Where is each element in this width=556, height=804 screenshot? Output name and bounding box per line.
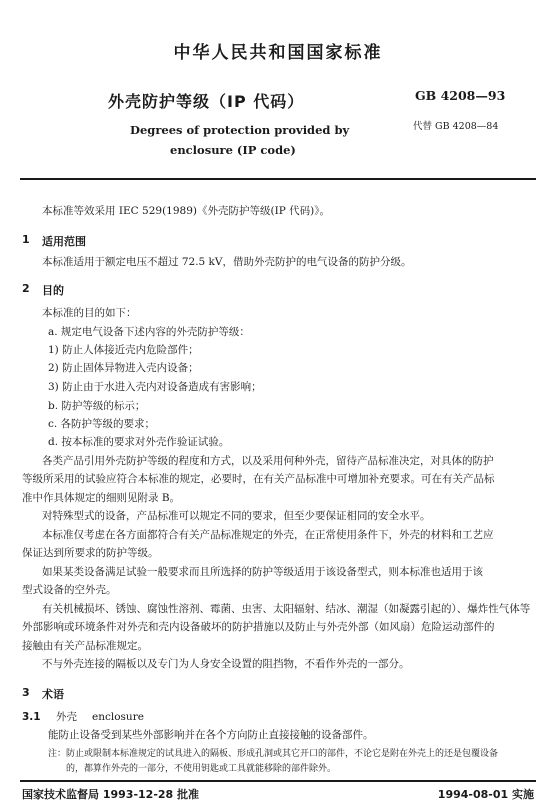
paragraph-line: 型式设备的空外壳。: [22, 584, 117, 596]
list-item: 3) 防止由于水进入壳内对设备造成有害影响；: [48, 381, 262, 393]
footer-rule: [20, 780, 536, 782]
standard-body-heading: 中华人民共和国国家标准: [173, 43, 383, 63]
section-1-title: 适用范围: [42, 235, 86, 248]
document-title-zh: 外壳防护等级（IP 代码）: [108, 92, 305, 111]
document-title-en-line2: enclosure (IP code): [170, 143, 296, 157]
term-zh: 外壳: [56, 711, 77, 723]
paragraph-line: 接触由有关产品标准规定。: [22, 640, 148, 652]
section-3-title: 术语: [42, 688, 64, 701]
term-number: 3.1: [22, 711, 41, 723]
list-item: b. 防护等级的标示；: [48, 400, 146, 412]
note-line-2: 的，都算作外壳的一部分，不使用钥匙或工具就能移除的部件除外。: [66, 764, 337, 774]
effective-date: 1994-08-01 实施: [437, 788, 534, 801]
term-en: enclosure: [92, 711, 144, 723]
paragraph-line: 各类产品引用外壳防护等级的程度和方式，以及采用何种外壳，留待产品标准决定，对具体的防护: [42, 455, 494, 467]
list-item: c. 各防护等级的要求；: [48, 418, 156, 430]
paragraph-line: 有关机械损坏、锈蚀、腐蚀性溶剂、霉菌、虫害、太阳辐射、结冰、潮湿（如凝露引起的）、爆炸性气体等: [42, 603, 531, 615]
term-definition: 能防止设备受到某些外部影响并在各个方向防止直接接触的设备部件。: [48, 729, 374, 741]
section-3-number: 3: [22, 686, 30, 699]
paragraph-line: 对特殊型式的设备，产品标准可以规定不同的要求，但至少要保证相同的安全水平。: [42, 510, 431, 522]
intro-text: 本标准等效采用 IEC 529(1989)《外壳防护等级(IP 代码)》。: [42, 205, 330, 217]
paragraph-line: 准中作具体规定的细则见附录 B。: [22, 492, 181, 504]
section-1-text: 本标准适用于额定电压不超过 72.5 kV，借助外壳防护的电气设备的防护分级。: [42, 256, 412, 268]
header-rule: [20, 178, 536, 180]
list-item: d. 按本标准的要求对外壳作验证试验。: [48, 436, 230, 448]
paragraph-line: 本标准仅考虑在各方面都符合有关产品标准规定的外壳，在正常使用条件下，外壳的材料和工艺应: [42, 529, 494, 541]
replaces-standard: 代替 GB 4208—84: [413, 121, 499, 132]
standard-code: GB 4208—93: [415, 88, 506, 103]
paragraph-line: 保证达到所要求的防护等级。: [22, 547, 159, 559]
paragraph-line: 外部影响或环境条件对外壳和壳内设备破坏的防护措施以及防止与外壳外部（如风扇）危险运动部件的: [22, 621, 495, 633]
section-2-title: 目的: [42, 284, 64, 297]
paragraph-line: 不与外壳连接的隔板以及专门为人身安全设置的阻挡物，不看作外壳的一部分。: [42, 658, 410, 670]
list-item: a. 规定电气设备下述内容的外壳防护等级：: [48, 326, 250, 338]
paragraph-line: 如果某类设备满足试验一般要求而且所选择的防护等级适用于该设备型式，则本标准也适用于该: [42, 566, 483, 578]
section-1-number: 1: [22, 233, 30, 246]
list-item: 2) 防止固体异物进入壳内设备；: [48, 362, 199, 374]
paragraph-line: 等级所采用的试验应符合本标准的规定，必要时，在有关产品标准中可增加补充要求。可在有关产品标: [22, 473, 495, 485]
section-2-lead: 本标准的目的如下：: [42, 307, 137, 319]
issuer-approval: 国家技术监督局 1993-12-28 批准: [22, 788, 200, 801]
list-item: 1) 防止人体接近壳内危险部件；: [48, 344, 199, 356]
document-title-en-line1: Degrees of protection provided by: [130, 123, 350, 137]
note-line-1: 注：防止或限制本标准规定的试具进入的隔板、形成孔洞或其它开口的部件，不论它是附在外壳上的还是包覆设备: [48, 749, 499, 759]
section-2-number: 2: [22, 282, 30, 295]
